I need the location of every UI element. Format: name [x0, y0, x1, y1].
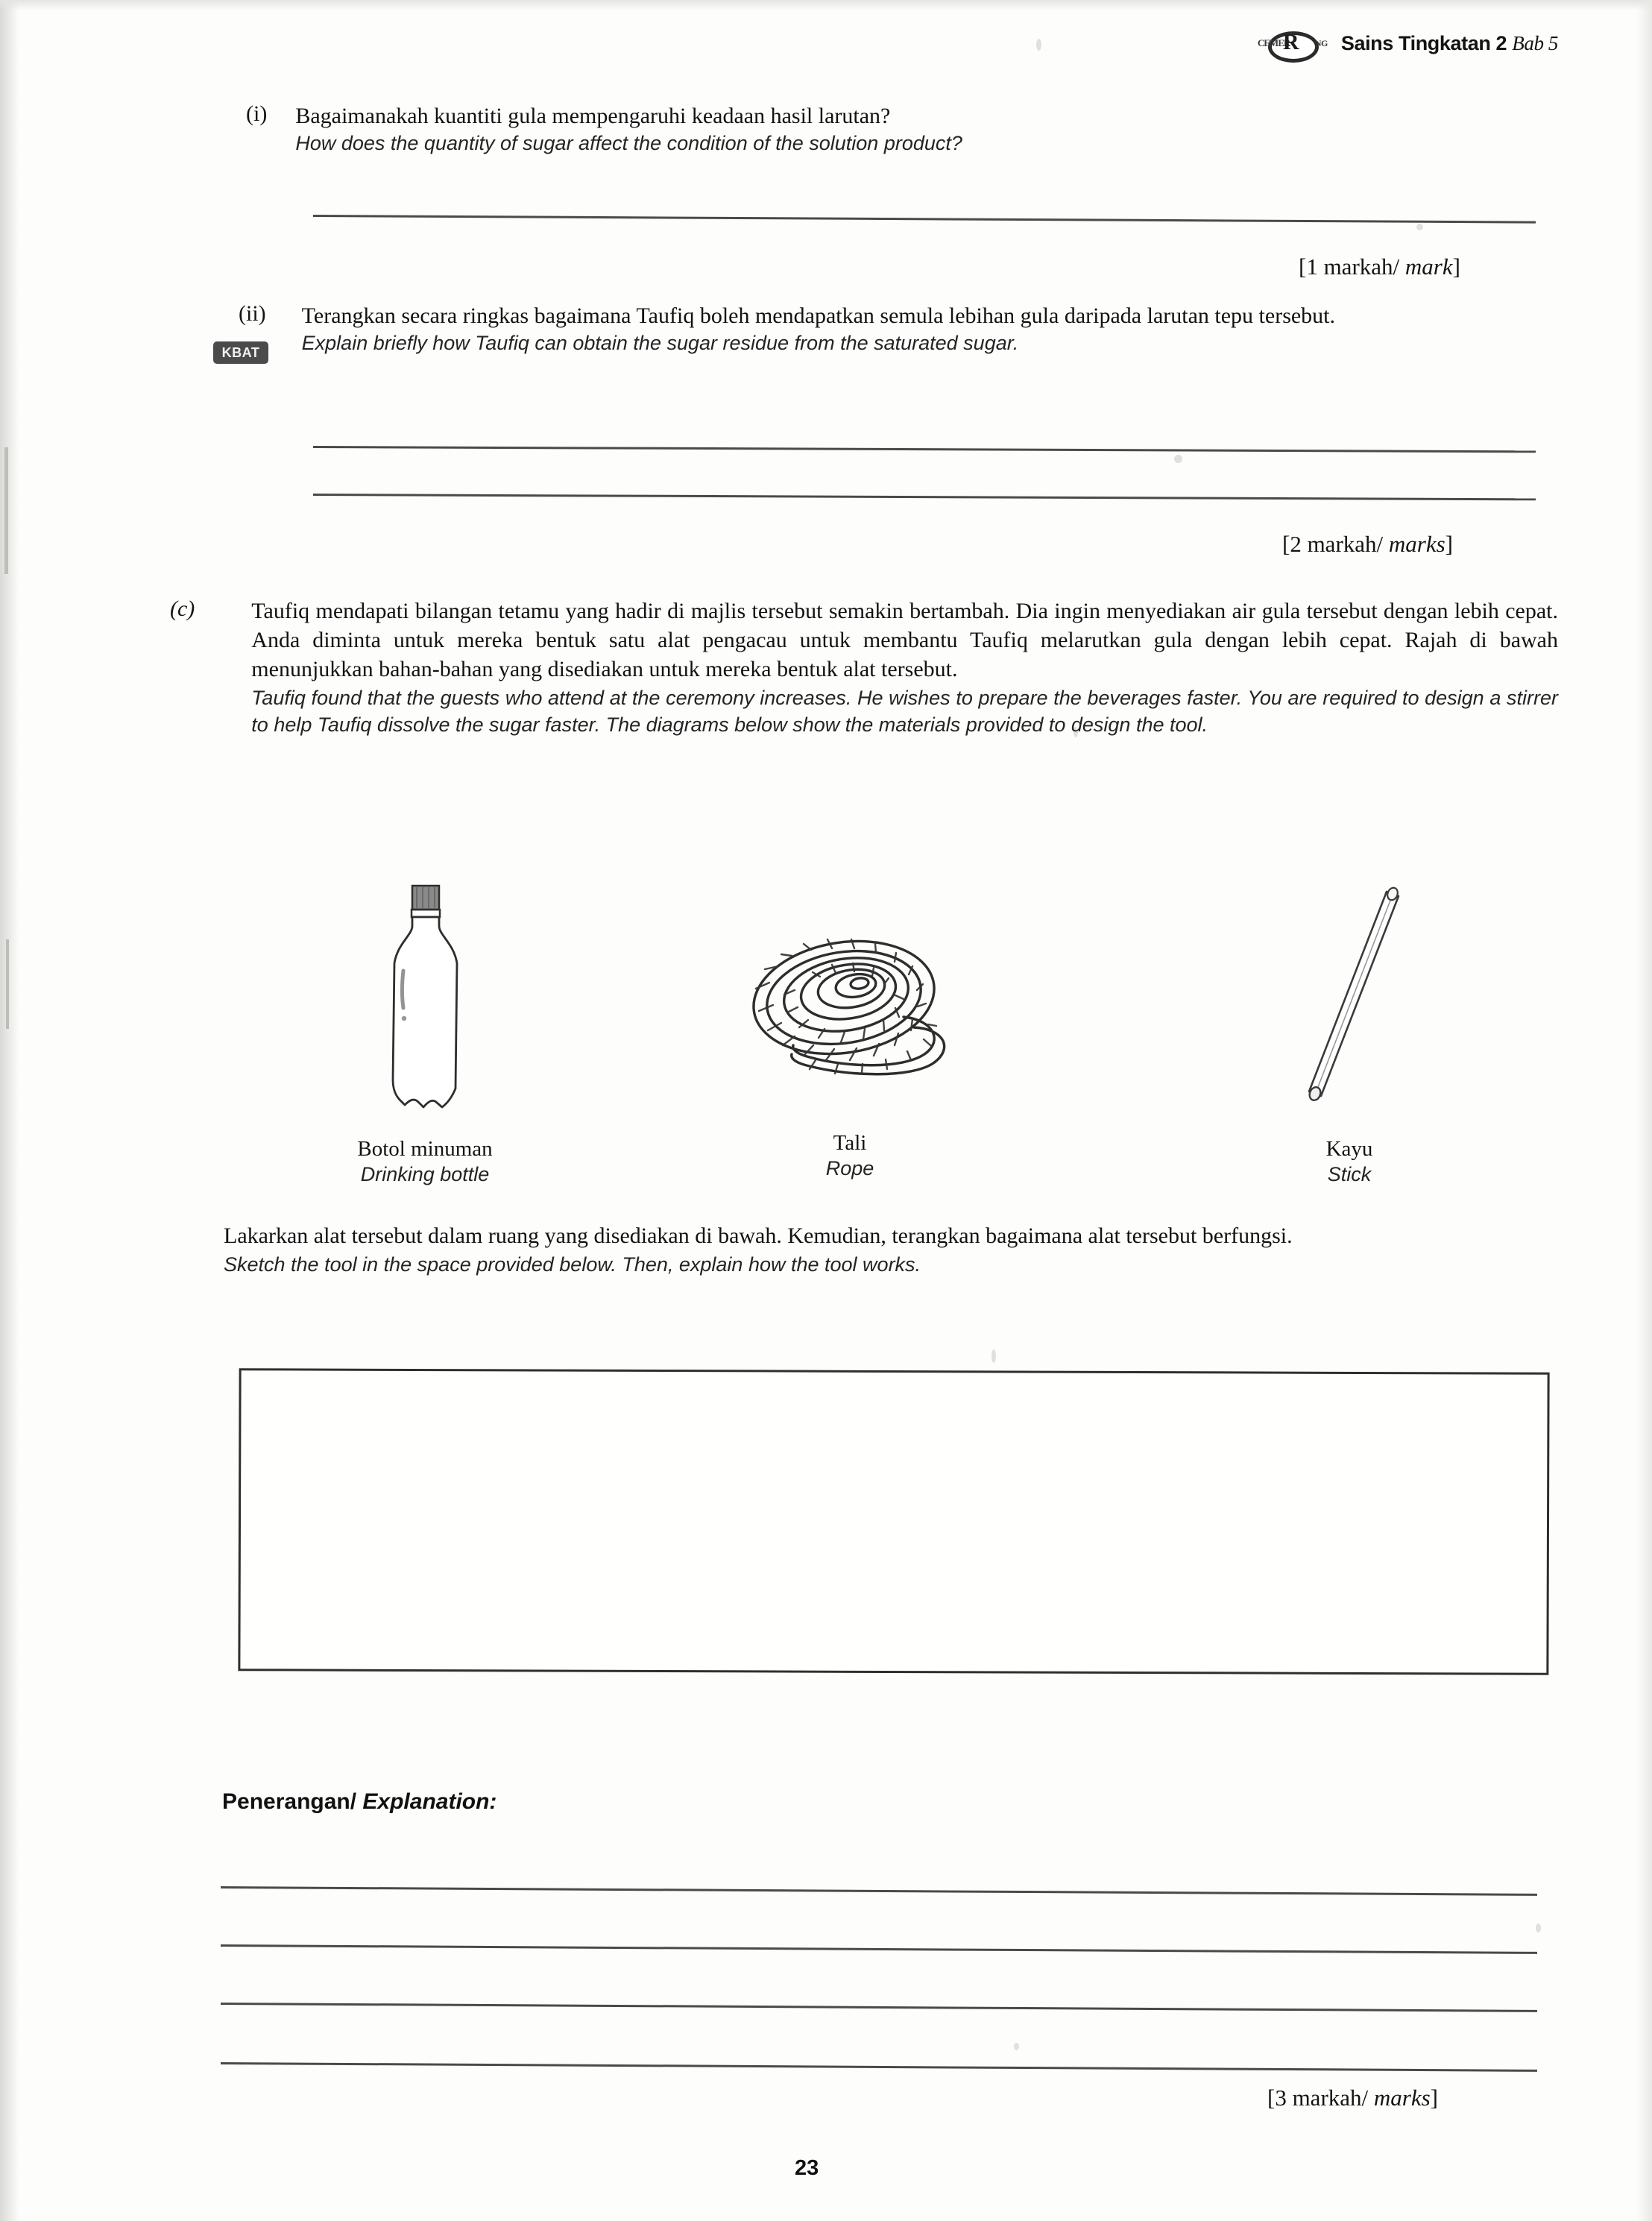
answer-line[interactable]: [313, 494, 1536, 500]
header-subject-title: [1341, 32, 1558, 55]
page-number: 23: [795, 2156, 819, 2180]
answer-line[interactable]: [221, 1886, 1537, 1896]
scan-edge-artifact: [6, 939, 9, 1029]
material-bottle-label-en: Drinking bottle: [360, 1162, 490, 1185]
sketch-instruction-ms: Lakarkan alat tersebut dalam ruang yang disediakan di bawah. Kemudian, terangkan bagaimana alat tersebut berfungsi.: [224, 1223, 1293, 1248]
kbat-badge: KBAT: [213, 341, 268, 364]
marks-1-italic: mark: [1404, 253, 1453, 280]
scan-speck: [1416, 224, 1423, 230]
publisher-logo-icon: [1258, 28, 1329, 58]
question-c-text-en: Taufiq found that the guests who attend at the ceremony increases. He wishes to prepare the beverages faster. You are required to design a stirrer to help Taufiq dissolve the sugar faster. The diagrams below show the materials provided to design the tool.: [251, 687, 1558, 736]
answer-line[interactable]: [313, 446, 1536, 453]
question-i-text-en: How does the quantity of sugar affect the condition of the solution product?: [295, 132, 962, 154]
header-subject: Sains Tingkatan 2: [1340, 31, 1507, 54]
explanation-label-en: Explanation:: [362, 1789, 497, 1814]
question-ii: [239, 301, 1558, 357]
bottle-icon: [369, 880, 481, 1126]
explanation-label: [222, 1789, 496, 1815]
material-stick-label-ms: Kayu: [1325, 1137, 1373, 1161]
stick-icon: [1275, 880, 1424, 1126]
scan-speck: [1174, 455, 1182, 463]
scan-shading-right: [1637, 0, 1652, 2221]
scan-speck: [1036, 39, 1041, 51]
question-i-label: (i): [246, 101, 268, 126]
sketch-instruction-en: Sketch the tool in the space provided below. Then, explain how the tool works.: [224, 1253, 921, 1276]
logo-left-text: CEMER: [1257, 37, 1290, 48]
scan-speck: [991, 1349, 996, 1363]
marks-3: [1267, 2085, 1438, 2111]
sketch-answer-box[interactable]: [238, 1368, 1549, 1675]
marks-2-italic: marks: [1388, 531, 1446, 557]
material-rope-label-ms: Tali: [833, 1131, 867, 1155]
scan-shading-left: [0, 0, 19, 2221]
marks-1-suffix: ]: [1452, 253, 1460, 280]
explanation-label-ms: Penerangan/: [222, 1789, 363, 1814]
marks-1: [1299, 253, 1460, 280]
material-rope-label-en: Rope: [825, 1156, 874, 1179]
sketch-instruction: [224, 1221, 1558, 1279]
material-bottle-label-ms: Botol minuman: [357, 1137, 493, 1161]
marks-2-prefix: [2 markah/: [1282, 531, 1389, 557]
question-i-text-ms: Bagaimanakah kuantiti gula mempengaruhi keadaan hasil larutan?: [295, 104, 891, 128]
answer-line[interactable]: [221, 1944, 1537, 1954]
question-c-text-ms: Taufiq mendapati bilangan tetamu yang hadir di majlis tersebut semakin bertambah. Dia ingin menyediakan air gula tersebut dengan lebih cepat. Anda diminta untuk mereka bentuk satu alat pengacau untuk membantu Taufiq melarutkan gula dengan lebih cepat. Rajah di bawah menunjukkan bahan-bahan yang disediakan untuk mereka bentuk alat tersebut.: [251, 599, 1558, 681]
question-ii-text-en: Explain briefly how Taufiq can obtain the sugar residue from the saturated sugar.: [301, 332, 1019, 354]
marks-1-prefix: [1 markah/: [1299, 253, 1405, 280]
rope-icon: [738, 917, 962, 1089]
logo-right-text: NG: [1314, 38, 1328, 48]
question-i: [246, 101, 1558, 157]
header-chapter: Bab 5: [1512, 31, 1558, 54]
scan-speck: [1536, 1924, 1541, 1932]
marks-2-suffix: ]: [1445, 531, 1453, 557]
marks-2: [1282, 531, 1453, 558]
marks-3-italic: marks: [1373, 2085, 1431, 2111]
logo-letter: R: [1282, 30, 1299, 54]
stick-art: [1193, 880, 1506, 1126]
answer-line[interactable]: [313, 215, 1536, 224]
question-ii-label: (ii): [239, 301, 266, 326]
answer-line[interactable]: [221, 2003, 1537, 2012]
material-rope: [693, 880, 1006, 1180]
rope-art: [693, 880, 1006, 1126]
answer-line[interactable]: [221, 2062, 1537, 2072]
material-stick-label-en: Stick: [1327, 1162, 1372, 1185]
scan-shading-top: [0, 0, 1652, 10]
question-c-label: (c): [170, 596, 195, 621]
material-bottle: [268, 880, 581, 1186]
question-ii-text-ms: Terangkan secara ringkas bagaimana Taufiq boleh mendapatkan semula lebihan gula daripada larutan tepu tersebut.: [301, 303, 1336, 328]
marks-3-prefix: [3 markah/: [1267, 2085, 1374, 2111]
question-c: [170, 596, 1558, 738]
scan-edge-artifact: [4, 447, 8, 574]
scan-speck: [1014, 2043, 1019, 2050]
marks-3-suffix: ]: [1430, 2085, 1438, 2111]
materials-row: [224, 880, 1566, 1223]
page-header: [1258, 28, 1558, 58]
material-stick: [1193, 880, 1506, 1186]
bottle-art: [268, 880, 581, 1126]
